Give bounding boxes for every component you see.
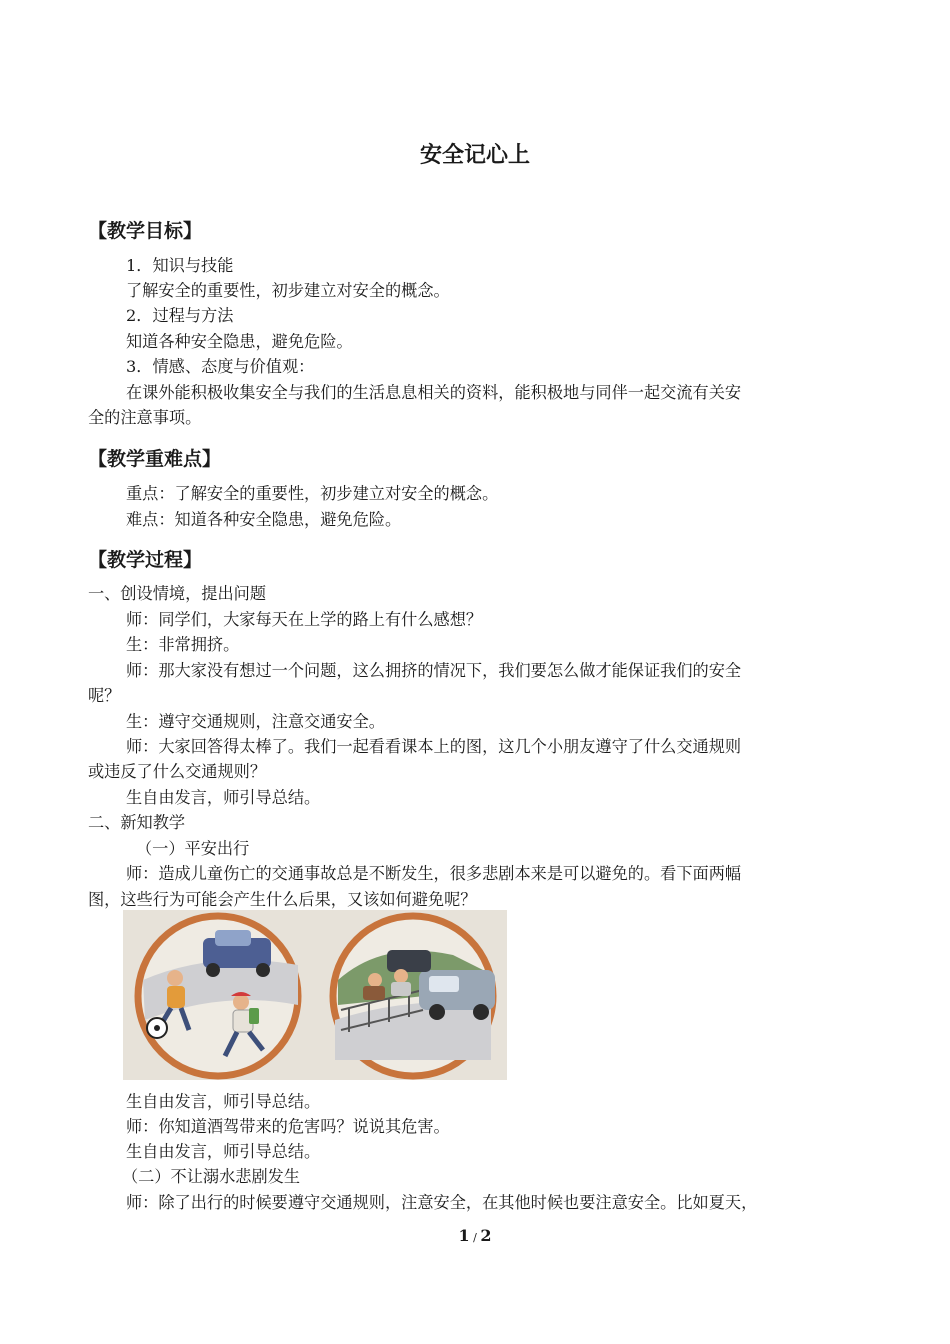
left-scene-illustration	[138, 916, 298, 1076]
process-line: 二、新知教学	[88, 813, 186, 832]
keypoint-line: 重点：了解安全的重要性，初步建立对安全的概念。	[126, 484, 499, 503]
goal-line: 全的注意事项。	[88, 408, 202, 427]
process-line: 师：那大家没有想过一个问题，这么拥挤的情况下，我们要怎么做才能保证我们的安全	[126, 661, 742, 680]
process-line: 师：同学们，大家每天在上学的路上有什么感想？	[126, 610, 483, 629]
page-number	[0, 1226, 950, 1245]
process-line: 师：除了出行的时候要遵守交通规则，注意安全，在其他时候也要注意安全。比如夏天，	[126, 1193, 758, 1212]
process-line: 生自由发言，师引导总结。	[126, 1092, 321, 1111]
goal-line: 2．过程与方法	[126, 306, 234, 325]
goal-line: 在课外能积极收集安全与我们的生活息息相关的资料，能积极地与同伴一起交流有关安	[126, 383, 742, 402]
process-line: 生：遵守交通规则，注意交通安全。	[126, 712, 385, 731]
process-line: 呢？	[88, 686, 121, 705]
page-current: 1	[458, 1226, 470, 1245]
process-line: 图，这些行为可能会产生什么后果，又该如何避免呢？	[88, 890, 477, 909]
process-line: 一、创设情境，提出问题	[88, 584, 267, 603]
goal-line: 知道各种安全隐患，避免危险。	[126, 332, 353, 351]
process-line: 生：非常拥挤。	[126, 635, 240, 654]
traffic-safety-illustration	[123, 910, 507, 1080]
page-total: 2	[480, 1226, 492, 1245]
goal-line: 3．情感、态度与价值观：	[126, 357, 315, 376]
page-separator: /	[469, 1231, 481, 1244]
section-heading-goals: 【教学目标】	[88, 220, 203, 242]
section-heading-process: 【教学过程】	[88, 549, 203, 571]
process-line: （二）不让溺水悲剧发生	[122, 1167, 301, 1186]
goal-line: 了解安全的重要性，初步建立对安全的概念。	[126, 281, 450, 300]
section-heading-keypoints: 【教学重难点】	[88, 448, 222, 470]
process-line: 师：大家回答得太棒了。我们一起看看课本上的图，这几个小朋友遵守了什么交通规则	[126, 737, 742, 756]
process-line: 师：造成儿童伤亡的交通事故总是不断发生，很多悲剧本来是可以避免的。看下面两幅	[126, 864, 742, 883]
right-scene-illustration	[333, 916, 495, 1076]
goal-line: 1．知识与技能	[126, 256, 234, 275]
document-title: 安全记心上	[419, 143, 530, 168]
process-line: 师：你知道酒驾带来的危害吗？说说其危害。	[126, 1117, 450, 1136]
process-line: 或违反了什么交通规则？	[88, 762, 267, 781]
keypoint-line: 难点：知道各种安全隐患，避免危险。	[126, 510, 402, 529]
process-line: 生自由发言，师引导总结。	[126, 1142, 321, 1161]
process-line: （一）平安出行	[136, 839, 250, 858]
process-line: 生自由发言，师引导总结。	[126, 788, 321, 807]
